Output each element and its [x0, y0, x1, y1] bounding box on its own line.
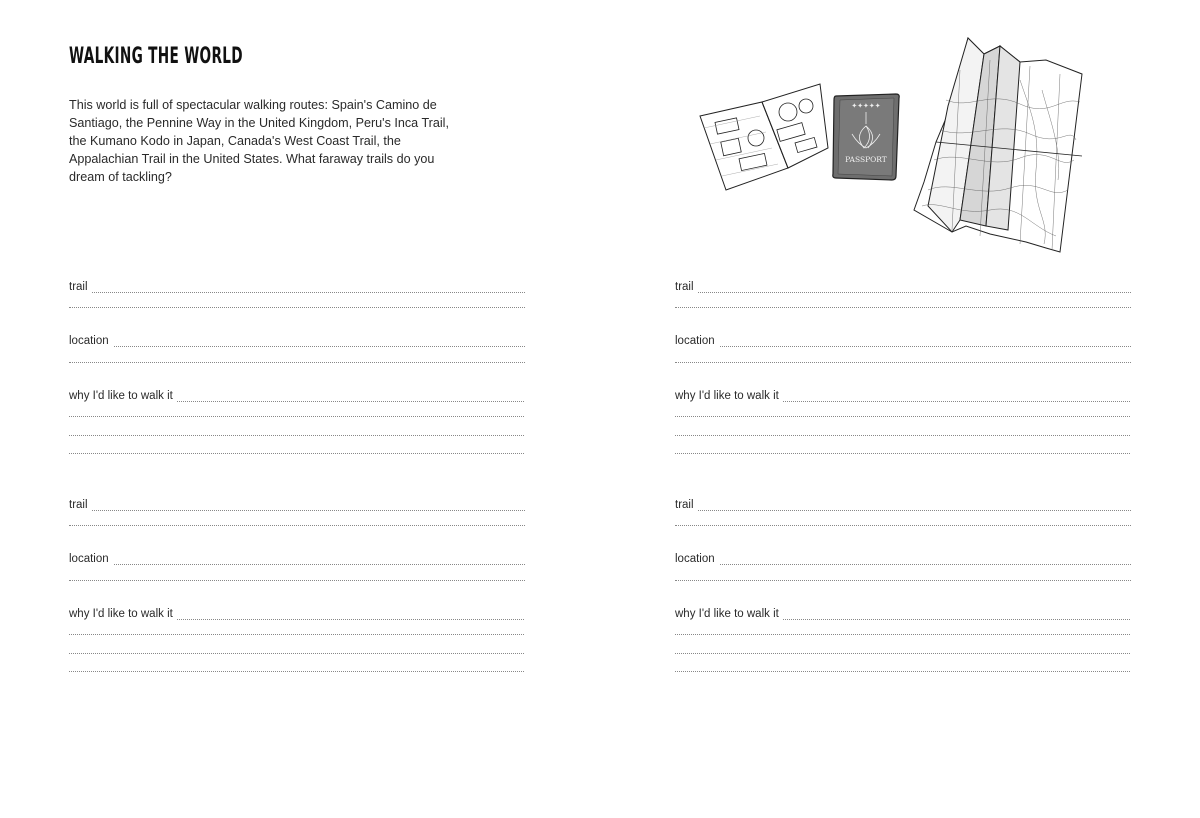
location-line — [69, 346, 525, 347]
writing-line[interactable] — [69, 634, 524, 635]
location-field-1[interactable] — [69, 335, 525, 349]
why-label: why I'd like to walk it — [675, 608, 783, 621]
writing-line[interactable] — [69, 362, 525, 363]
writing-line[interactable] — [675, 362, 1131, 363]
writing-line[interactable] — [675, 435, 1130, 436]
writing-line[interactable] — [675, 634, 1130, 635]
location-line — [69, 564, 525, 565]
location-label: location — [675, 335, 719, 348]
location-label: location — [675, 553, 719, 566]
why-field-3[interactable] — [675, 390, 1130, 404]
writing-line[interactable] — [69, 525, 525, 526]
trail-line — [69, 510, 525, 511]
writing-line[interactable] — [69, 580, 525, 581]
trail-field-2[interactable] — [69, 499, 525, 513]
location-label: location — [69, 553, 113, 566]
trail-line — [675, 510, 1131, 511]
trail-label: trail — [675, 499, 698, 512]
why-label: why I'd like to walk it — [69, 390, 177, 403]
intro-text: This world is full of spectacular walking routes: Spain's Camino de Santiago, the Pennine Way in the United Kingdom, Peru's Inca Trail, the Kumano Kodo in Japan, Canada's West Coast Trail, the Appalachian Trail in the United States. What faraway trails do you dream of tackling? — [69, 98, 449, 184]
trail-label: trail — [69, 281, 92, 294]
location-field-2[interactable] — [69, 553, 525, 567]
writing-line[interactable] — [69, 416, 524, 417]
writing-line[interactable] — [675, 653, 1130, 654]
why-field-1[interactable] — [69, 390, 524, 404]
writing-line[interactable] — [69, 453, 524, 454]
location-line — [675, 346, 1131, 347]
trail-line — [675, 292, 1131, 293]
writing-line[interactable] — [675, 671, 1130, 672]
why-label: why I'd like to walk it — [675, 390, 783, 403]
trail-field-1[interactable] — [69, 281, 525, 295]
trail-label: trail — [675, 281, 698, 294]
open-passport-icon — [700, 84, 828, 190]
folded-map-icon — [914, 38, 1082, 252]
writing-line[interactable] — [69, 307, 525, 308]
writing-line[interactable] — [675, 580, 1131, 581]
page-title: WALKING THE WORLD — [69, 44, 243, 69]
location-field-3[interactable] — [675, 335, 1131, 349]
writing-line[interactable] — [69, 671, 524, 672]
location-label: location — [69, 335, 113, 348]
writing-line[interactable] — [675, 453, 1130, 454]
why-field-4[interactable] — [675, 608, 1130, 622]
passport-label: PASSPORT — [845, 155, 887, 164]
svg-text:✦✦✦✦✦: ✦✦✦✦✦ — [851, 102, 881, 110]
trail-field-4[interactable] — [675, 499, 1131, 513]
location-line — [675, 564, 1131, 565]
travel-illustration — [690, 30, 1100, 260]
trail-label: trail — [69, 499, 92, 512]
writing-line[interactable] — [675, 525, 1131, 526]
why-label: why I'd like to walk it — [69, 608, 177, 621]
writing-line[interactable] — [69, 653, 524, 654]
writing-line[interactable] — [69, 435, 524, 436]
why-field-2[interactable] — [69, 608, 524, 622]
trail-field-3[interactable] — [675, 281, 1131, 295]
writing-line[interactable] — [675, 307, 1131, 308]
location-field-4[interactable] — [675, 553, 1131, 567]
writing-line[interactable] — [675, 416, 1130, 417]
passport-icon — [833, 94, 899, 180]
trail-line — [69, 292, 525, 293]
